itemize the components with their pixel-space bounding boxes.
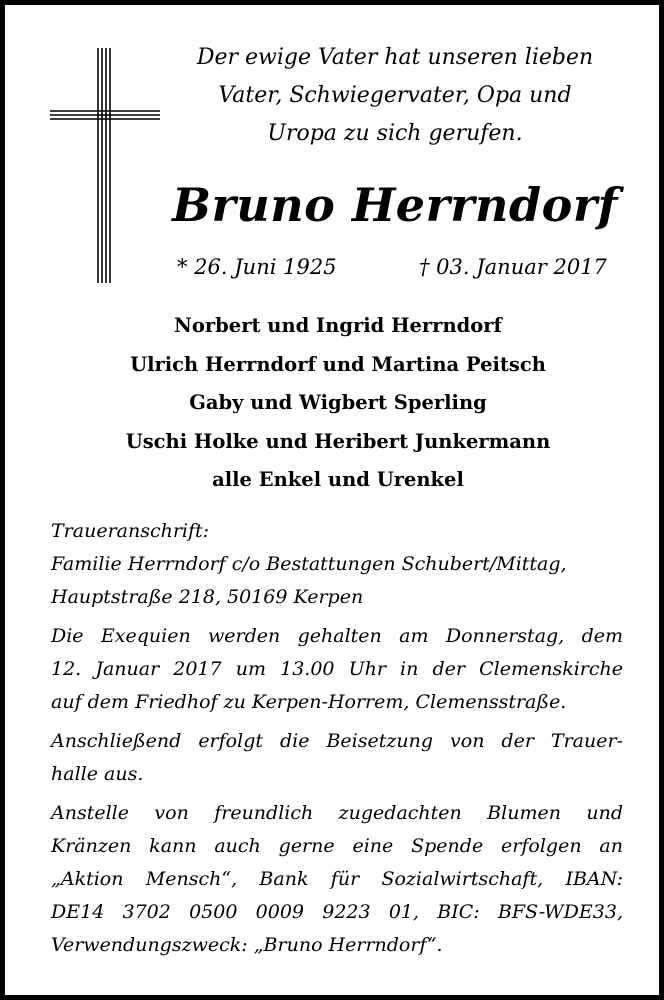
donation-line: Kränzen kann auch gerne eine Spende erfolgen an: [51, 835, 623, 857]
burial-line: halle aus.: [51, 763, 144, 785]
service-line: 12. Januar 2017 um 13.00 Uhr in der Clemenskirche: [51, 658, 623, 680]
mourner-line: alle Enkel und Urenkel: [212, 468, 464, 491]
donation-line: Verwendungszweck: „Bruno Herrndorf“.: [51, 934, 443, 956]
death-date: † 03. Januar 2017: [419, 255, 607, 279]
service-line: auf dem Friedhof zu Kerpen-Horrem, Clemensstraße.: [51, 691, 567, 713]
mourner-line: Uschi Holke und Heribert Junkermann: [125, 429, 551, 453]
intro-line: Uropa zu sich gerufen.: [267, 121, 523, 146]
donation-line: Anstelle von freundlich zugedachten Blumen und: [51, 802, 623, 824]
intro-line: Der ewige Vater hat unseren lieben: [196, 45, 594, 70]
mourners-list: [45, 307, 631, 500]
notice-details: [51, 515, 623, 962]
donation-line: „Aktion Mensch“, Bank für Sozialwirtschaft, IBAN:: [51, 868, 623, 890]
mourner-line: Norbert und Ingrid Herrndorf: [174, 314, 502, 337]
burial-line: Anschließend erfolgt die Beisetzung von der Trauer-: [51, 730, 623, 752]
intro-text: [175, 39, 615, 153]
address-line: Familie Herrndorf c/o Bestattungen Schubert/Mittag,: [51, 553, 567, 575]
mourner-line: Gaby und Wigbert Sperling: [189, 391, 487, 414]
address-label: Traueranschrift:: [51, 520, 210, 542]
mourner-line: Ulrich Herrndorf und Martina Peitsch: [130, 352, 546, 376]
service-line: Die Exequien werden gehalten am Donnerstag, dem: [51, 625, 623, 647]
donation-line: DE14 3702 0500 0009 9223 01, BIC: BFS-WDE33,: [51, 901, 623, 923]
cross-icon: [45, 43, 165, 288]
address-line: Hauptstraße 218, 50169 Kerpen: [51, 586, 364, 608]
birth-date: * 26. Juni 1925: [177, 255, 337, 279]
deceased-name: Bruno Herrndorf: [172, 178, 618, 232]
intro-line: Vater, Schwiegervater, Opa und: [218, 83, 572, 108]
